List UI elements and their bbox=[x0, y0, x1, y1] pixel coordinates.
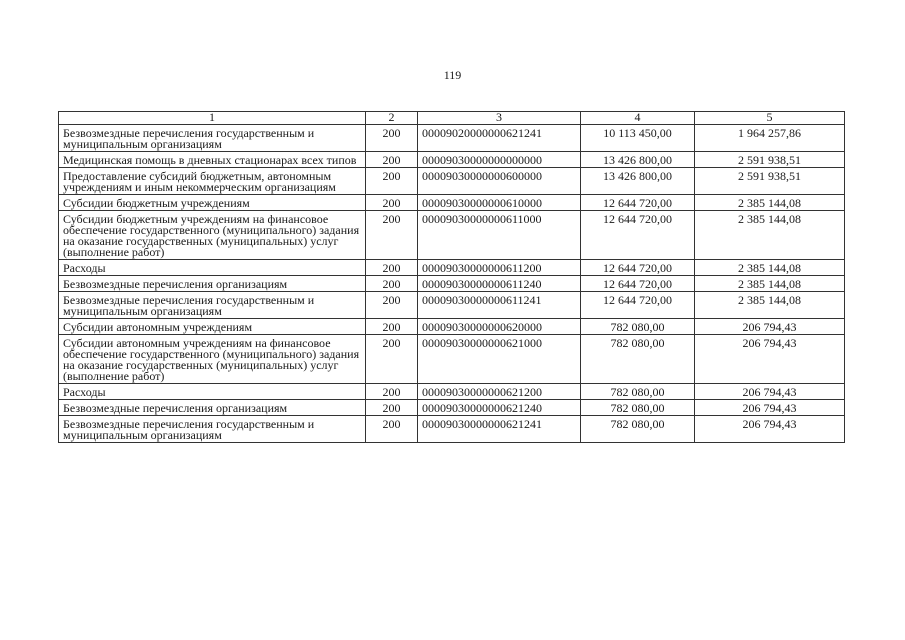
table-row bbox=[59, 125, 845, 152]
row-admin-code-cell: 200 bbox=[366, 260, 418, 276]
row-name-cell: Медицинская помощь в дневных стационарах всех типов bbox=[59, 152, 366, 168]
table-row bbox=[59, 195, 845, 211]
row-name-cell: Субсидии автономным учреждениям на финансовое обеспечение государственного (муниципального) задания на оказание государственных (муниципальных) услуг (выполнение работ) bbox=[59, 335, 366, 384]
table-row bbox=[59, 168, 845, 195]
row-admin-code-cell: 200 bbox=[366, 276, 418, 292]
row-name-cell: Расходы bbox=[59, 384, 366, 400]
header-cell-2: 2 bbox=[366, 112, 418, 125]
row-name-cell: Предоставление субсидий бюджетным, автономным учреждениям и иным некоммерческим организациям bbox=[59, 168, 366, 195]
row-admin-code-cell: 200 bbox=[366, 319, 418, 335]
row-name-cell: Расходы bbox=[59, 260, 366, 276]
row-approved-amount-cell: 12 644 720,00 bbox=[581, 211, 695, 260]
row-admin-code-cell: 200 bbox=[366, 416, 418, 443]
row-executed-amount-cell: 2 385 144,08 bbox=[695, 292, 845, 319]
row-approved-amount-cell: 782 080,00 bbox=[581, 384, 695, 400]
row-name-cell: Безвозмездные перечисления организациям bbox=[59, 276, 366, 292]
row-executed-amount-cell: 2 591 938,51 bbox=[695, 152, 845, 168]
table-row bbox=[59, 416, 845, 443]
row-admin-code-cell: 200 bbox=[366, 292, 418, 319]
row-approved-amount-cell: 13 426 800,00 bbox=[581, 168, 695, 195]
header-cell-5: 5 bbox=[695, 112, 845, 125]
row-executed-amount-cell: 1 964 257,86 bbox=[695, 125, 845, 152]
row-classification-code-cell: 00009030000000611000 bbox=[418, 211, 581, 260]
table-row bbox=[59, 319, 845, 335]
row-executed-amount-cell: 2 591 938,51 bbox=[695, 168, 845, 195]
row-approved-amount-cell: 12 644 720,00 bbox=[581, 292, 695, 319]
row-approved-amount-cell: 782 080,00 bbox=[581, 416, 695, 443]
row-executed-amount-cell: 206 794,43 bbox=[695, 335, 845, 384]
row-admin-code-cell: 200 bbox=[366, 195, 418, 211]
table-row bbox=[59, 335, 845, 384]
row-name-cell: Безвозмездные перечисления государственным и муниципальным организациям bbox=[59, 125, 366, 152]
row-approved-amount-cell: 12 644 720,00 bbox=[581, 195, 695, 211]
row-executed-amount-cell: 2 385 144,08 bbox=[695, 211, 845, 260]
row-executed-amount-cell: 206 794,43 bbox=[695, 384, 845, 400]
row-classification-code-cell: 00009030000000621200 bbox=[418, 384, 581, 400]
row-executed-amount-cell: 206 794,43 bbox=[695, 319, 845, 335]
row-executed-amount-cell: 2 385 144,08 bbox=[695, 195, 845, 211]
row-approved-amount-cell: 12 644 720,00 bbox=[581, 276, 695, 292]
row-executed-amount-cell: 206 794,43 bbox=[695, 400, 845, 416]
row-admin-code-cell: 200 bbox=[366, 168, 418, 195]
header-cell-1: 1 bbox=[59, 112, 366, 125]
row-executed-amount-cell: 2 385 144,08 bbox=[695, 276, 845, 292]
table-row bbox=[59, 260, 845, 276]
table-body bbox=[59, 125, 845, 443]
row-admin-code-cell: 200 bbox=[366, 152, 418, 168]
row-approved-amount-cell: 10 113 450,00 bbox=[581, 125, 695, 152]
row-name-cell: Субсидии бюджетным учреждениям bbox=[59, 195, 366, 211]
table-row bbox=[59, 276, 845, 292]
row-classification-code-cell: 00009030000000600000 bbox=[418, 168, 581, 195]
header-cell-4: 4 bbox=[581, 112, 695, 125]
row-approved-amount-cell: 782 080,00 bbox=[581, 319, 695, 335]
row-classification-code-cell: 00009030000000621240 bbox=[418, 400, 581, 416]
row-classification-code-cell: 00009030000000611240 bbox=[418, 276, 581, 292]
row-classification-code-cell: 00009030000000000000 bbox=[418, 152, 581, 168]
row-approved-amount-cell: 782 080,00 bbox=[581, 335, 695, 384]
table-row bbox=[59, 292, 845, 319]
table-row bbox=[59, 211, 845, 260]
table-row bbox=[59, 384, 845, 400]
row-classification-code-cell: 00009030000000611200 bbox=[418, 260, 581, 276]
row-approved-amount-cell: 782 080,00 bbox=[581, 400, 695, 416]
page-number: 119 bbox=[443, 68, 462, 82]
row-classification-code-cell: 00009020000000621241 bbox=[418, 125, 581, 152]
row-approved-amount-cell: 12 644 720,00 bbox=[581, 260, 695, 276]
row-classification-code-cell: 00009030000000621241 bbox=[418, 416, 581, 443]
row-name-cell: Безвозмездные перечисления государственным и муниципальным организациям bbox=[59, 416, 366, 443]
row-admin-code-cell: 200 bbox=[366, 211, 418, 260]
row-name-cell: Безвозмездные перечисления организациям bbox=[59, 400, 366, 416]
row-executed-amount-cell: 2 385 144,08 bbox=[695, 260, 845, 276]
row-admin-code-cell: 200 bbox=[366, 125, 418, 152]
row-approved-amount-cell: 13 426 800,00 bbox=[581, 152, 695, 168]
row-admin-code-cell: 200 bbox=[366, 400, 418, 416]
header-row bbox=[59, 112, 845, 125]
row-name-cell: Субсидии автономным учреждениям bbox=[59, 319, 366, 335]
row-name-cell: Безвозмездные перечисления государственным и муниципальным организациям bbox=[59, 292, 366, 319]
header-cell-3: 3 bbox=[418, 112, 581, 125]
row-classification-code-cell: 00009030000000621000 bbox=[418, 335, 581, 384]
row-classification-code-cell: 00009030000000610000 bbox=[418, 195, 581, 211]
row-executed-amount-cell: 206 794,43 bbox=[695, 416, 845, 443]
table-row bbox=[59, 400, 845, 416]
table-row bbox=[59, 152, 845, 168]
row-admin-code-cell: 200 bbox=[366, 335, 418, 384]
budget-table bbox=[58, 111, 845, 443]
row-classification-code-cell: 00009030000000620000 bbox=[418, 319, 581, 335]
row-name-cell: Субсидии бюджетным учреждениям на финансовое обеспечение государственного (муниципального) задания на оказание государственных (муниципальных) услуг (выполнение работ) bbox=[59, 211, 366, 260]
row-classification-code-cell: 00009030000000611241 bbox=[418, 292, 581, 319]
row-admin-code-cell: 200 bbox=[366, 384, 418, 400]
